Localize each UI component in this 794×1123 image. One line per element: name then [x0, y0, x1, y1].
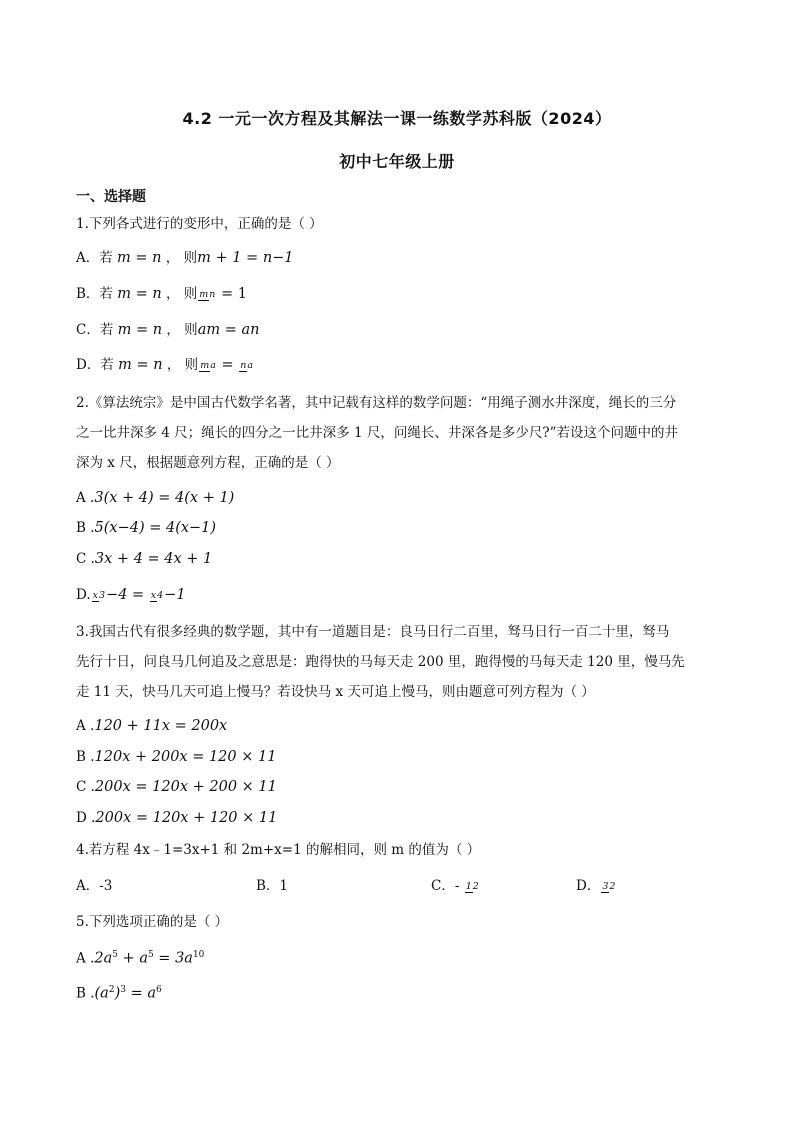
question-3-option-d: D .200x = 120x + 120 × 11 — [76, 810, 278, 826]
fraction: na — [240, 359, 254, 371]
question-1-stem: 1.下列各式进行的变形中，正确的是（ ） — [76, 216, 323, 232]
question-3-option-a: A .120 + 11x = 200x — [76, 718, 228, 734]
question-3-option-b: B .120x + 200x = 120 × 11 — [76, 749, 277, 765]
question-2-line-3: 深为 x 尺，根据题意列方程，正确的是（ ） — [76, 455, 340, 471]
question-1-option-d: D．若 m = n ， 则 ma = na — [76, 357, 254, 373]
question-4-option-d: D． 32 — [576, 878, 616, 894]
document-title: 4.2 一元一次方程及其解法一课一练数学苏科版（2024） — [182, 109, 612, 128]
question-5-option-a: A $.2a^5 + a^5 = 3a^{10}$ — [76, 950, 205, 967]
question-3-line-3: 走 11 天，快马几天可追上慢马？若设快马 x 天可追上慢马，则由题意可列方程为（ ） — [76, 684, 595, 700]
document-subtitle: 初中七年级上册 — [339, 152, 455, 171]
question-4-option-a: A．-3 — [76, 878, 113, 894]
question-1-option-c: C．若 m = n ， 则am = an — [76, 322, 260, 338]
question-4-option-b: B．1 — [256, 878, 289, 894]
question-4-stem: 4.若方程 4x﹣1=3x+1 和 2m+x=1 的解相同，则 m 的值为（ ） — [76, 842, 481, 858]
fraction: ma — [200, 359, 216, 371]
fraction: x3 — [92, 589, 106, 601]
question-2-option-a: A .3(x + 4) = 4(x + 1) — [76, 490, 235, 506]
fraction: 32 — [602, 880, 616, 892]
question-2-line-1: 2.《算法统宗》是中国古代数学名著，其中记载有这样的数学问题：“用绳子测水井深度，绳长的三分 — [76, 395, 677, 411]
question-3-option-c: C .200x = 120x + 200 × 11 — [76, 779, 277, 795]
question-1-option-b: B．若 m = n ， 则 mn = 1 — [76, 286, 248, 302]
section-heading: 一、选择题 — [76, 189, 146, 205]
question-4-option-c: C．- 12 — [431, 878, 479, 894]
question-2-option-b: B .5(x−4) = 4(x−1) — [76, 520, 217, 536]
fraction: mn — [199, 288, 216, 300]
fraction: x4 — [150, 589, 164, 601]
question-2-option-c: C .3x + 4 = 4x + 1 — [76, 551, 213, 567]
question-1-option-a: A．若 m = n ， 则m + 1 = n−1 — [76, 250, 294, 266]
fraction: 12 — [465, 880, 479, 892]
question-5-stem: 5.下列选项正确的是（ ） — [76, 914, 229, 930]
question-2-line-2: 之一比井深多 4 尺；绳长的四分之一比井深多 1 尺，问绳长、井深各是多少尺?”若设这个问题中的井 — [76, 425, 678, 441]
question-2-option-d: D. x3−4 = x4−1 — [76, 587, 186, 603]
question-5-option-b: B $.(a^2)^3 = a^6$ — [76, 985, 162, 1002]
question-3-line-1: 3.我国古代有很多经典的数学题，其中有一道题目是：良马日行二百里，驽马日行一百二十里，驽马 — [76, 624, 670, 640]
question-3-line-2: 先行十日，问良马几何追及之意思是：跑得快的马每天走 200 里，跑得慢的马每天走 120 里，慢马先 — [76, 654, 685, 670]
